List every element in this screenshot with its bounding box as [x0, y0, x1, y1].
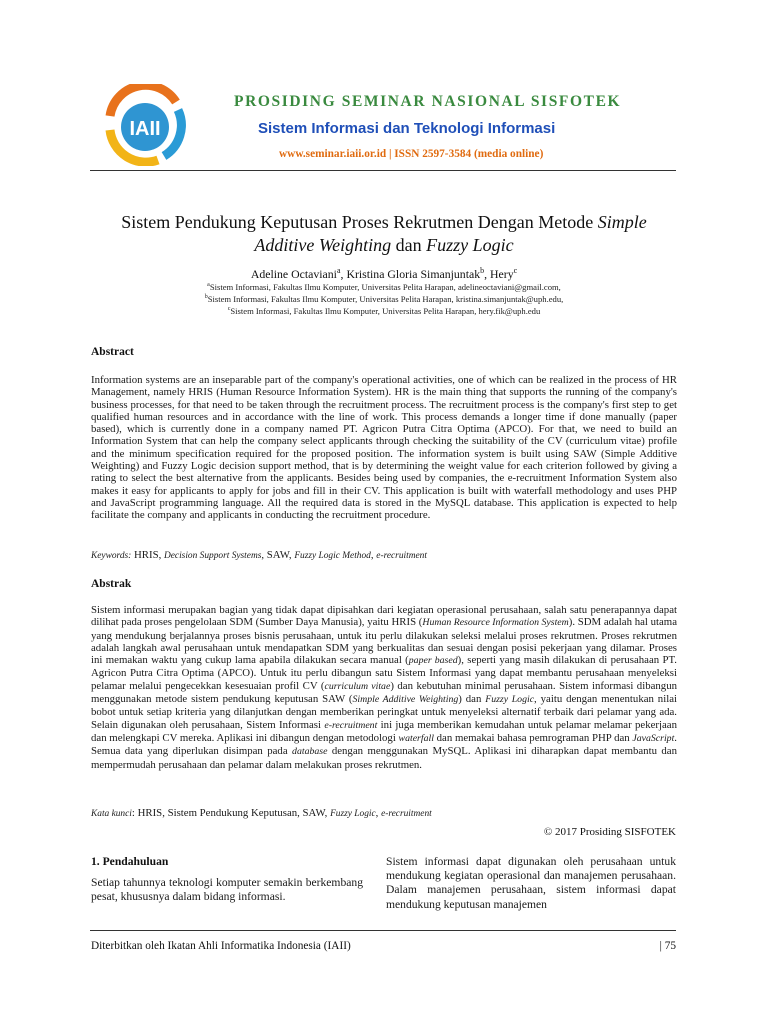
journal-meta[interactable]: www.seminar.iaii.or.id | ISSN 2597-3584 (media online)	[279, 148, 544, 160]
keyword: Fuzzy Logic Method	[294, 551, 371, 561]
abstrak-segment: dan memakai bahasa pemrograman PHP dan	[433, 731, 633, 744]
kata-kunci: : HRIS, Sistem Pendukung Keputusan, SAW,	[131, 807, 331, 819]
affil-sup: c	[227, 306, 231, 313]
journal-title: PROSIDING SEMINAR NASIONAL SISFOTEK	[234, 93, 622, 110]
author-sup: c	[513, 266, 518, 275]
abstrak-segment: Fuzzy Logic	[485, 694, 535, 706]
abstrak-segment: curriculum vitae	[324, 680, 391, 692]
author-sup: b	[480, 266, 485, 275]
keyword: Decision Support Systems	[163, 551, 262, 561]
affiliation-c	[60, 306, 708, 316]
abstrak-segment: JavaScript	[632, 732, 675, 744]
abstrak-segment: e-recruitment	[324, 719, 378, 731]
abstrak-heading: Abstrak	[91, 578, 132, 590]
abstrak-segment: database	[292, 746, 328, 758]
abstrak-segment: . Semua data yang diperlukan disimpan pada	[91, 731, 677, 758]
kata-kunci-label: Kata kunci	[91, 809, 132, 819]
pendahuluan-left-column: Setiap tahunnya teknologi komputer semakin berkembang pesat, khususnya dalam bidang informasi.	[91, 876, 363, 904]
abstrak-segment: paper based	[408, 655, 458, 667]
abstrak-segment: Human Resource Information System	[422, 617, 569, 629]
affil-text: Sistem Informasi, Fakultas Ilmu Komputer, Universitas Pelita Harapan, adelineoctaviani@gmail.com,	[209, 282, 561, 292]
author-separator: ,	[340, 266, 347, 281]
header-divider	[90, 170, 676, 171]
affil-sup: a	[207, 282, 210, 289]
iaii-logo	[104, 84, 186, 166]
title-line1-plain: Sistem Pendukung Keputusan Proses Rekrutmen Dengan Metode	[121, 212, 598, 232]
affil-sup: b	[204, 294, 208, 301]
abstrak-text	[91, 604, 677, 771]
abstrak-keywords	[91, 807, 432, 819]
title-line2-italic-b: Fuzzy Logic	[426, 235, 514, 255]
affil-text: Sistem Informasi, Fakultas Ilmu Komputer, Universitas Pelita Harapan, kristina.simanjuntak@uph.edu,	[207, 294, 564, 304]
abstrak-segment: ), seperti yang masih dilakukan di perusahaan PT. Agricon Putra Citra Optima (APCO). Untuk itu perlu dibangun satu Sistem Informasi yang dapat membantu perusahaan menyeleksi pelamar melalui pengecekkan kesesuaian profil CV (	[91, 654, 677, 692]
abstrak-segment: waterfall	[398, 732, 434, 744]
affiliation-b	[60, 294, 708, 304]
copyright: © 2017 Prosiding SISFOTEK	[543, 826, 676, 838]
abstrak-segment: ). SDM adalah hal utama yang mendukung berjalannya proses bisnis perusahaan, untuk itu perlu dilakukan seleksi melalui proses rekrutmen. Proses rekrutmen adalah langkah awal perusahaan untuk mendapatkan SDM yang berkualitas dan sesuai dengan posisi pekerjaan yang dilamar. Proses ini memakan waktu yang cukup lama apabila dilakukan secara manual (	[91, 616, 677, 667]
abstrak-segment: ) dan	[458, 693, 486, 706]
affil-text: Sistem Informasi, Fakultas Ilmu Komputer, Universitas Pelita Harapan, hery.fik@uph.edu	[230, 306, 541, 316]
abstract-keywords	[91, 549, 427, 561]
abstrak-segment: Simple Additive Weighting	[352, 694, 459, 706]
page-number: | 75	[659, 940, 676, 952]
kata-kunci-list	[132, 807, 432, 819]
paper-title	[60, 211, 708, 257]
author-sup: a	[336, 266, 341, 275]
abstrak-segment: dengan menggunakan MySQL. Aplikasi ini diharapkan dapat membantu dan mempermudah perusahaan dan pelamar dalam melakukan proses rekrutmen.	[91, 745, 677, 771]
abstrak-segment: ini juga memberikan kemudahan untuk pelamar melamar pekerjaan dan melengkapi CV mereka. Aplikasi ini dibangun dengan metodologi	[91, 718, 677, 744]
author-name: Kristina Gloria Simanjuntak	[346, 266, 481, 281]
author-name: Adeline Octaviani	[250, 266, 337, 281]
author-list	[60, 266, 708, 282]
author-name: Hery	[490, 266, 514, 281]
keywords-list	[131, 549, 427, 561]
abstrak-segment: , yaitu dengan menentukan nilai bobot untuk setiap kriteria yang dilanjutkan dengan memberikan peringkat untuk menyeleksi alternatif terbaik dari pelamar yang ada. Selain digunakan oleh perusahaan, Sistem Informasi	[91, 693, 677, 731]
footer-divider	[90, 930, 676, 931]
footer-publisher: Diterbitkan oleh Ikatan Ahli Informatika Indonesia (IAII)	[91, 940, 351, 952]
abstrak-segment: Sistem informasi merupakan bagian yang tidak dapat dipisahkan dari kegiatan operasional perusahaan, salah satu penerapannya dapat dilihat pada proses pengelolaan SDM (Sumber Daya Manusia), yaitu HRIS (	[91, 604, 677, 629]
author-separator: ,	[484, 266, 491, 281]
keyword: , SAW,	[261, 549, 295, 561]
title-line2-italic-a: Additive Weighting	[254, 235, 392, 255]
abstract-text: Information systems are an inseparable part of the company's operational activities, one of which can be realized in the process of HR Management, namely HRIS (Human Resource Information System). HR is the main thing that supports the running of the company's business processes, for that need to be taken through the recruitment process. The recruitment process is the company's first step to get qualified human resources and in accordance with the line of work. This process demands a longer time if done manually (paper based), which is currently done in a company named PT. Agricon Putra Citra Optima (APCO). For that, we need to build an Information System that can help the company select applicants through checking the suitability of the CV (curriculum vitae) profile and the minimum specification required for the proposed position. The information system is built using SAW (Simple Additive Weighting) and Fuzzy Logic decision support method, that is by determining the weight value for each criterion followed by giving a rating to select the best alternative from the applicants. Besides being used by companies, the e-recruitment Information System also makes it easy for applicants to apply for jobs and fill in their CV. This application is built with waterfall methodology and uses PHP and JavaScript programming language. All the required data is stored in the MySQL database. This application is expected to help facilitate the company and applicants in conducting the recruitment procedure.	[91, 374, 677, 522]
kata-kunci: e-recruitment	[381, 809, 432, 819]
logo-text: IAII	[129, 118, 161, 140]
affiliation-a	[60, 282, 708, 292]
abstrak-segment: ) dan kebutuhan minimal perusahaan. Sistem informasi dibangun menggunakan metode sistem pendukung keputusan SAW (	[91, 679, 677, 706]
title-line1-italic: Simple	[597, 212, 647, 232]
journal-subtitle: Sistem Informasi dan Teknologi Informasi	[258, 120, 556, 137]
pendahuluan-right-column: Sistem informasi dapat digunakan oleh perusahaan untuk mendukung kegiatan operasional dan manajemen perusahaan. Dalam manajemen perusahaan, sistem informasi dapat mendukung keputusan manajemen	[386, 855, 676, 911]
title-line2-plain: dan	[391, 235, 427, 255]
section-heading-pendahuluan: 1. Pendahuluan	[91, 855, 169, 868]
keywords-label: Keywords:	[91, 551, 132, 561]
keyword: e-recruitment	[376, 551, 427, 561]
keyword: HRIS,	[131, 549, 164, 561]
kata-kunci: Fuzzy Logic	[330, 809, 376, 819]
keyword: ,	[370, 549, 377, 561]
kata-kunci: ,	[375, 807, 382, 819]
abstract-heading: Abstract	[91, 346, 134, 358]
